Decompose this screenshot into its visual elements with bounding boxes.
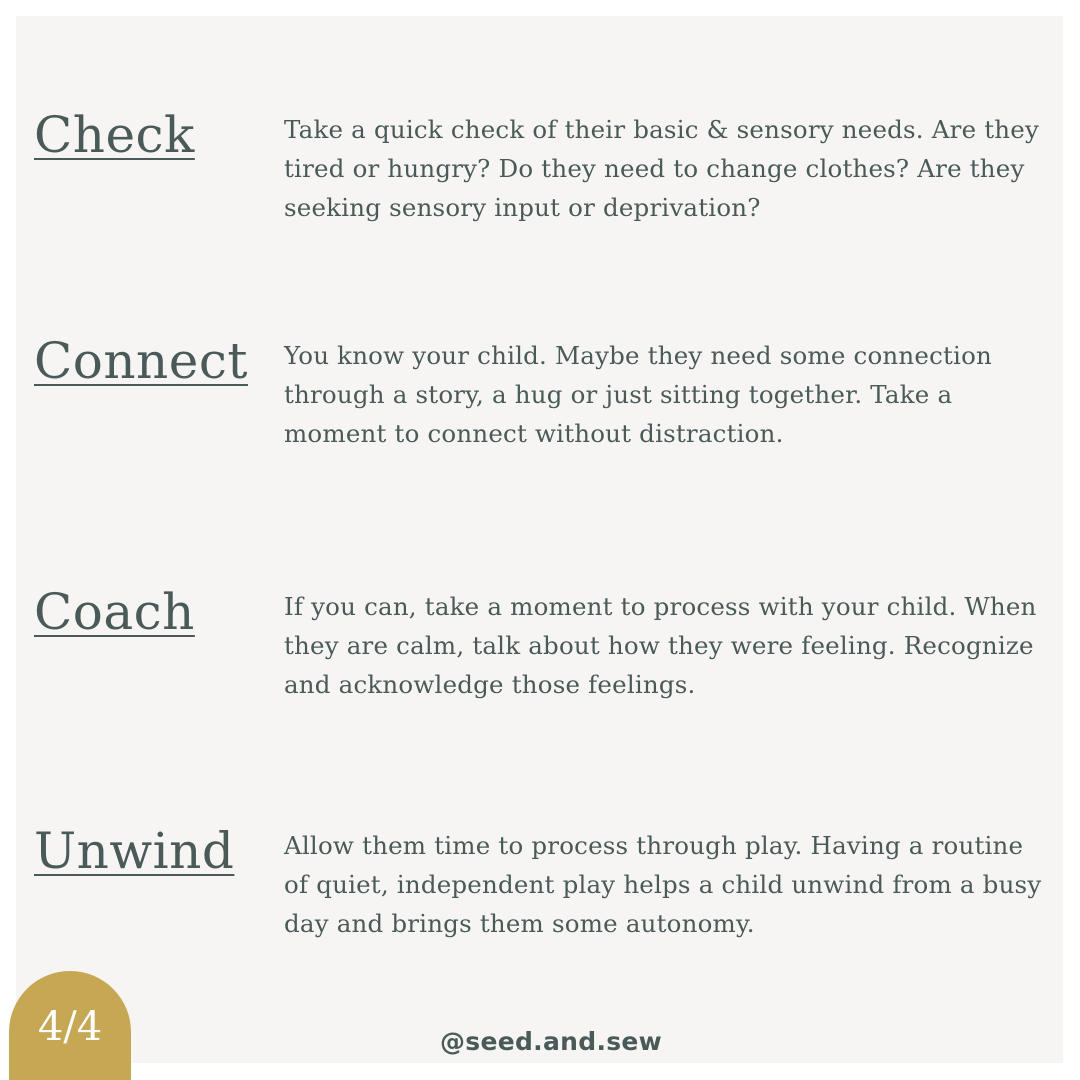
content-card bbox=[16, 16, 1063, 1063]
section-heading-unwind: Unwind bbox=[34, 822, 235, 880]
page-indicator: 4/4 bbox=[37, 1004, 103, 1050]
section-text-check: Take a quick check of their basic & sensory needs. Are they tired or hungry? Do they need to change clothes? Are they seeking sensory input or deprivation? bbox=[284, 115, 1040, 222]
social-handle: @seed.and.sew bbox=[440, 1027, 663, 1056]
section-heading-coach: Coach bbox=[34, 583, 195, 641]
section-heading-check: Check bbox=[34, 106, 195, 164]
section-text-connect: You know your child. Maybe they need some connection through a story, a hug or just sitting together. Take a moment to connect without distraction. bbox=[284, 341, 993, 448]
section-text-coach: If you can, take a moment to process with your child. When they are calm, talk about how they were feeling. Recognize and acknowledge those feelings. bbox=[284, 592, 1037, 699]
section-heading-connect: Connect bbox=[34, 332, 248, 390]
section-text-unwind: Allow them time to process through play. Having a routine of quiet, independent play helps a child unwind from a busy day and brings them some autonomy. bbox=[284, 831, 1042, 938]
